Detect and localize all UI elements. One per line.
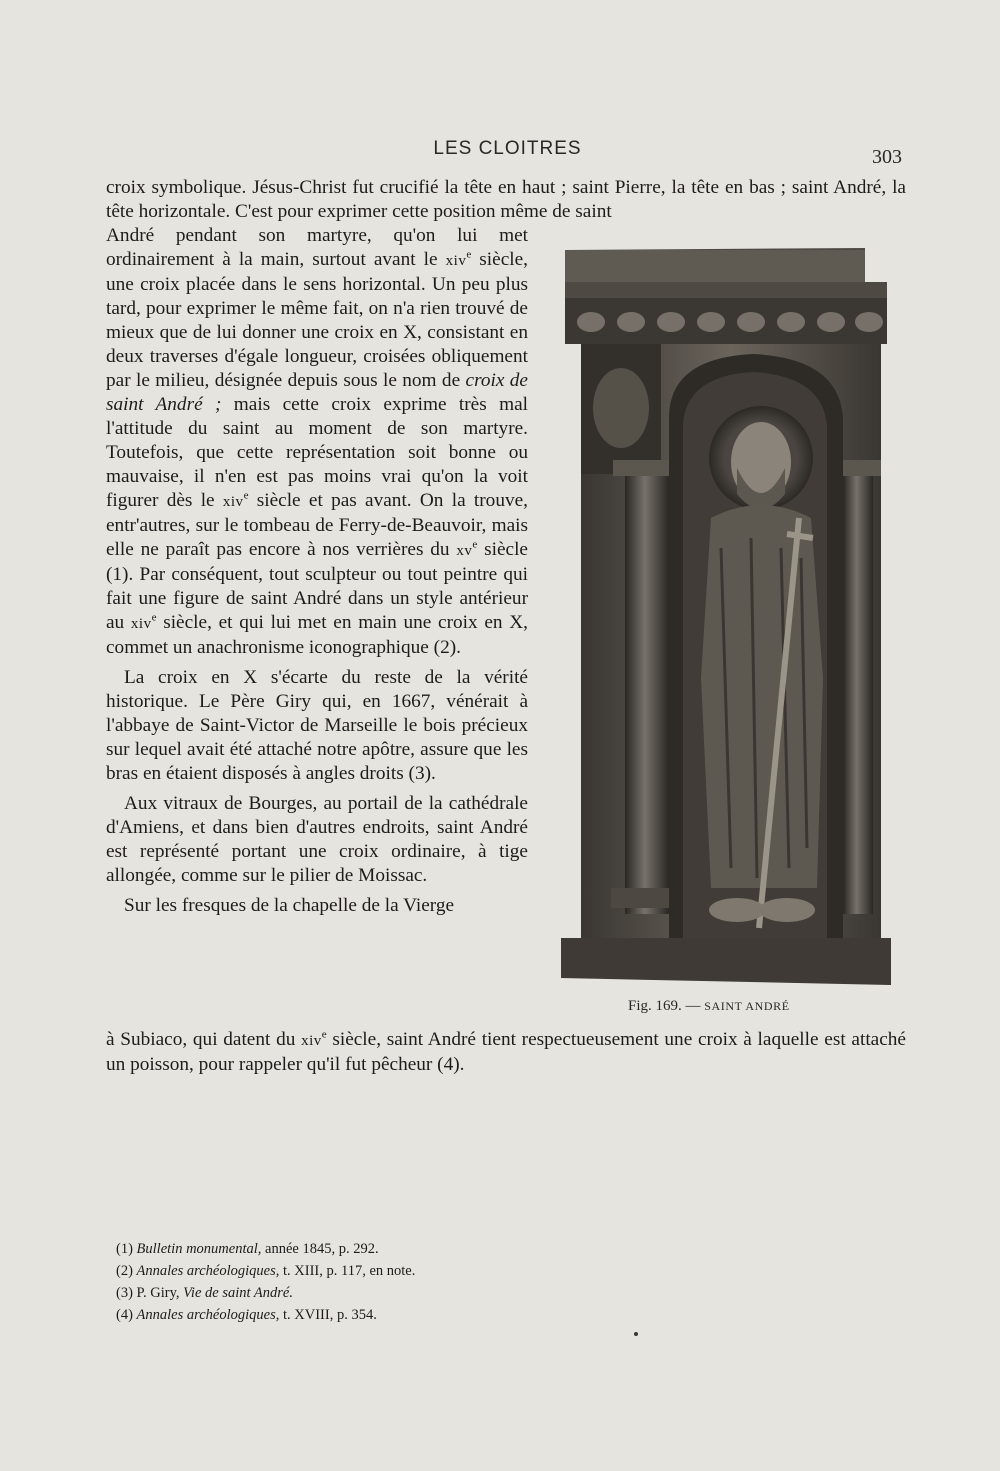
text-column bbox=[106, 224, 528, 918]
superscript: e bbox=[243, 489, 249, 502]
footnote-ref: année 1845, p. 292. bbox=[261, 1241, 379, 1257]
page-number: 303 bbox=[872, 146, 902, 168]
century-roman: xiv bbox=[301, 1033, 322, 1049]
p1-text-f: siècle, et qui lui met en main une croix en X, commet un anachronisme iconographique (2). bbox=[106, 612, 528, 658]
ink-speck bbox=[634, 1332, 638, 1336]
footnote-1 bbox=[116, 1238, 816, 1260]
footnote-3 bbox=[116, 1282, 816, 1304]
p4-text-c: siècle, saint André tient respectueusement une croix à laquelle est attaché un poisson, pour rappeler qu'il fut pêcheur (4). bbox=[106, 1029, 906, 1075]
p1-text-a: André pendant son martyre, qu'on lui met ordinairement à la main, surtout avant le bbox=[106, 225, 528, 270]
figure-saint-andre-relief bbox=[561, 248, 892, 985]
caption-number: Fig. 169. — bbox=[628, 998, 705, 1014]
footnote-title: Vie de saint André. bbox=[183, 1285, 293, 1301]
intro-sentence: croix symbolique. Jésus-Christ fut crucifié la tête en haut ; saint Pierre, la tête en bas ; saint André, la tête horizontale. C'est pour exprimer cette position même de saint bbox=[106, 177, 906, 222]
century-roman: xv bbox=[456, 543, 473, 559]
footnote-2 bbox=[116, 1260, 816, 1282]
century-roman: xiv bbox=[130, 616, 152, 632]
p1-text-c: mais cette croix exprime très mal l'attitude du saint au moment de son martyre. Toutefois, que cette représentation soit bonne ou mauvaise, il n'en est pas moins vrai qu'on la voit figurer dès le bbox=[106, 394, 528, 511]
footnote-title: Bulletin monumental, bbox=[136, 1241, 262, 1257]
relief-illustration bbox=[561, 248, 892, 985]
left-column bbox=[625, 474, 669, 914]
footnote-ref: t. XVIII, p. 354. bbox=[279, 1307, 377, 1323]
footnote-title: Annales archéologiques, bbox=[136, 1263, 280, 1279]
footnote-title: Annales archéologiques, bbox=[136, 1307, 280, 1323]
running-title: LES CLOITRES bbox=[433, 138, 582, 159]
paragraph-3: Aux vitraux de Bourges, au portail de la cathédrale d'Amiens, et dans bien d'autres endroits, saint André est représenté portant une croix ordinaire, à tige allongée, comme sur le pilier de Moissac. bbox=[106, 793, 528, 886]
saint-feet bbox=[709, 898, 765, 922]
pillar-base bbox=[561, 938, 891, 985]
superscript: e bbox=[472, 538, 478, 551]
footnote-4 bbox=[116, 1304, 816, 1326]
footnote-ref: t. XIII, p. 117, en note. bbox=[279, 1263, 416, 1279]
paragraph-4-start: Sur les fresques de la chapelle de la Vierge bbox=[124, 895, 455, 916]
right-column bbox=[843, 474, 873, 914]
paragraph-4-end bbox=[106, 1028, 906, 1077]
footnote-number: (1) bbox=[116, 1241, 137, 1257]
p4-text-b: à Subiaco, qui datent du bbox=[106, 1029, 302, 1050]
p1-text-b: siècle, une croix placée dans le sens horizontal. Un peu plus tard, pour exprimer le même fait, on n'a rien trouvé de mieux que de lui donner une croix en X, consistant en deux traverses d'égale longueur, croisées obliquement par le milieu, désignée depuis sous le nom de bbox=[106, 249, 528, 391]
footnotes bbox=[116, 1238, 816, 1326]
century-roman: xiv bbox=[445, 253, 467, 269]
paragraph-1 bbox=[106, 224, 528, 660]
paragraph-2: La croix en X s'écarte du reste de la vérité historique. Le Père Giry qui, en 1667, vénérait à l'abbaye de Saint-Victor de Marseille le bois précieux sur lequel avait été attaché notre apôtre, assure que les bras en étaient disposés à angles droits (3). bbox=[106, 667, 528, 784]
superscript: e bbox=[321, 1028, 327, 1041]
caption-title: SAINT ANDRÉ bbox=[704, 999, 790, 1013]
superscript: e bbox=[151, 611, 157, 624]
footnote-number: (3) bbox=[116, 1285, 137, 1301]
intro-text bbox=[106, 176, 906, 224]
p1-text-e: siècle (1). Par conséquent, tout sculpteur ou tout peintre qui fait une figure de saint André dans un style antérieur au bbox=[106, 539, 528, 633]
footnote-number: (2) bbox=[116, 1263, 137, 1279]
footnote-number: (4) bbox=[116, 1307, 137, 1323]
italic-term: croix de saint André ; bbox=[106, 370, 528, 415]
superscript: e bbox=[466, 248, 472, 261]
figure-caption bbox=[628, 998, 790, 1015]
footnote-author: P. Giry, bbox=[136, 1285, 184, 1301]
p1-text-d: siècle et pas avant. On la trouve, entr'autres, sur le tombeau de Ferry-de-Beauvoir, mais elle ne paraît pas encore à nos verrières du bbox=[106, 490, 528, 560]
century-roman: xiv bbox=[222, 494, 244, 510]
